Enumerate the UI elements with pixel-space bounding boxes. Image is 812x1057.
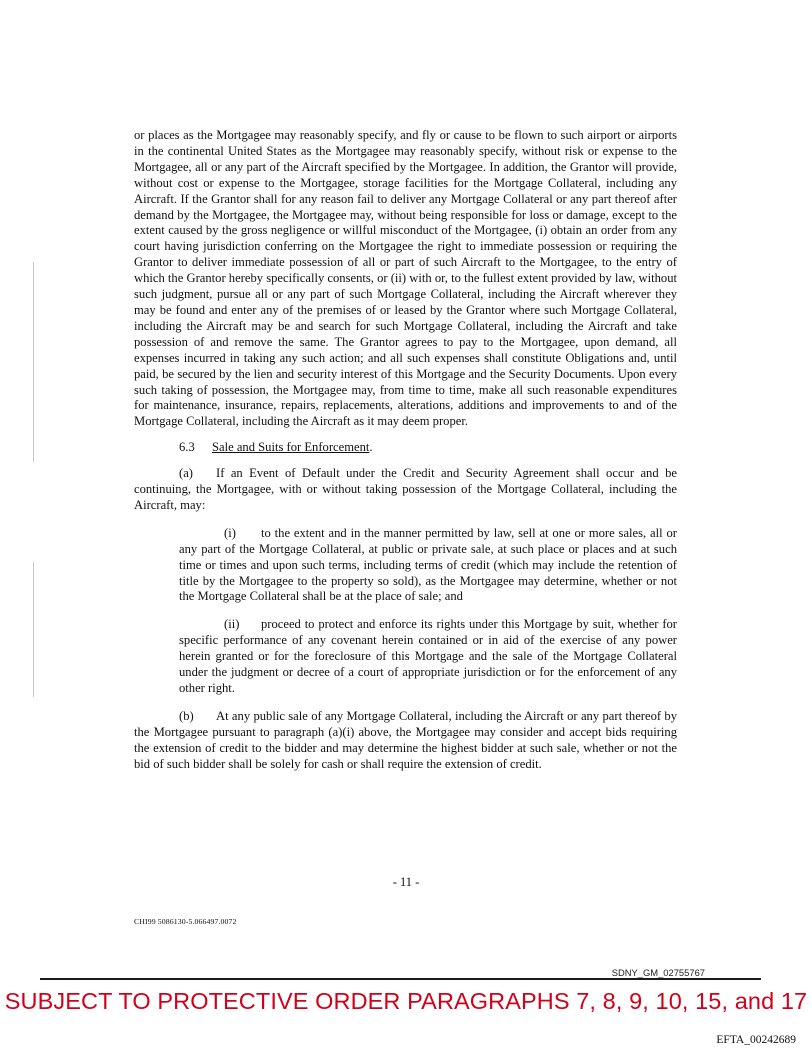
paragraph-a <box>134 466 677 514</box>
margin-mark-upper <box>33 262 34 462</box>
section-title-period: . <box>369 440 373 455</box>
footer-rule <box>40 978 761 980</box>
section-number: 6.3 <box>179 440 195 455</box>
paragraph-b-text: At any public sale of any Mortgage Collateral, including the Aircraft or any part thereof by the Mortgagee pursuant to paragraph (a)(i) above, the Mortgagee may consider and accept bids requiring the extension of credit to the bidder and may determine the highest bidder at such sale, whether or not the bid of such bidder shall be solely for cash or shall require the extension of credit. <box>134 708 677 771</box>
document-body <box>134 128 677 773</box>
intro-paragraph: or places as the Mortgagee may reasonably specify, and fly or cause to be flown to such airport or airports in the continental United States as the Mortgagee may reasonably specify, without risk or expense to the Mortgagee, all or any part of the Aircraft specified by the Mortgagee. In addition, the Grantor will provide, without cost or expense to the Mortgagee, storage facilities for the Mortgage Collateral, including any Aircraft. If the Grantor shall for any reason fail to deliver any Mortgage Collateral or any part thereof after demand by the Mortgagee, the Mortgagee may, without being responsible for loss or damage, except to the extent caused by the gross negligence or willful misconduct of the Mortgagee, (i) obtain an order from any court having jurisdiction conferring on the Mortgagee the right to immediate possession or requiring the Grantor to deliver immediate possession of all or part of such Aircraft to the Mortgagee, to the entry of which the Grantor hereby specifically consents, or (ii) with or, to the fullest extent provided by law, without such judgment, pursue all or any part of such Mortgage Collateral, including the Aircraft wherever they may be found and enter any of the premises of or leased by the Grantor where such Mortgage Collateral, including the Aircraft may be and search for such Mortgage Collateral, including the Aircraft and take possession of and remove the same. The Grantor agrees to pay to the Mortgagee, upon demand, all expenses incurred in taking any such action; and all such expenses shall constitute Obligations and, until paid, be secured by the lien and security interest of this Mortgage and the Security Documents. Upon every such taking of possession, the Mortgagee may, from time to time, make all such reasonable expenditures for maintenance, insurance, repairs, replacements, alterations, additions and improvements to and of the Mortgage Collateral, including the Aircraft as it may deem proper. <box>134 128 677 429</box>
page-number: - 11 - <box>392 875 420 889</box>
paragraph-b <box>134 709 677 773</box>
paragraph-b-label: (b) <box>179 708 194 723</box>
section-heading <box>134 440 677 456</box>
subparagraph-i-label: (i) <box>224 525 236 540</box>
subparagraph-ii-label: (ii) <box>224 617 240 632</box>
paragraph-a-text: If an Event of Default under the Credit and Security Agreement shall occur and be continuing, the Mortgagee, with or without taking possession of the Mortgage Collateral, including the Aircraft, may: <box>134 466 677 512</box>
subparagraph-ii-text: proceed to protect and enforce its rights under this Mortgage by suit, whether for specific performance of any covenant herein contained or in aid of the exercise of any power herein granted or for the foreclosure of this Mortgage and the sale of the Mortgage Collateral under the judgment or decree of a court of appropriate jurisdiction or for the enforcement of any other right. <box>179 617 677 695</box>
efta-number: EFTA_00242689 <box>716 1034 796 1046</box>
bates-number: SDNY_GM_02755767 <box>611 967 705 978</box>
subparagraph-i-text: to the extent and in the manner permitted by law, sell at one or more sales, all or any part of the Mortgage Collateral, at public or private sale, at such place or places and at such time or times and upon such terms, including terms of credit (which may include the retention of title by the Mortgagee to the property so sold), as the Mortgagee may determine, whether or not the Mortgage Collateral shall be at the place of sale; and <box>179 525 677 604</box>
margin-mark-lower <box>33 562 34 697</box>
section-title: Sale and Suits for Enforcement <box>212 440 370 455</box>
paragraph-a-label: (a) <box>179 466 193 481</box>
subparagraph-i <box>179 526 677 606</box>
subparagraph-ii <box>179 617 677 697</box>
document-id: CHI99 5086130-5.066497.0072 <box>134 917 237 926</box>
protective-order-notice: SUBJECT TO PROTECTIVE ORDER PARAGRAPHS 7, 8, 9, 10, 15, and 17 <box>4 988 808 1014</box>
